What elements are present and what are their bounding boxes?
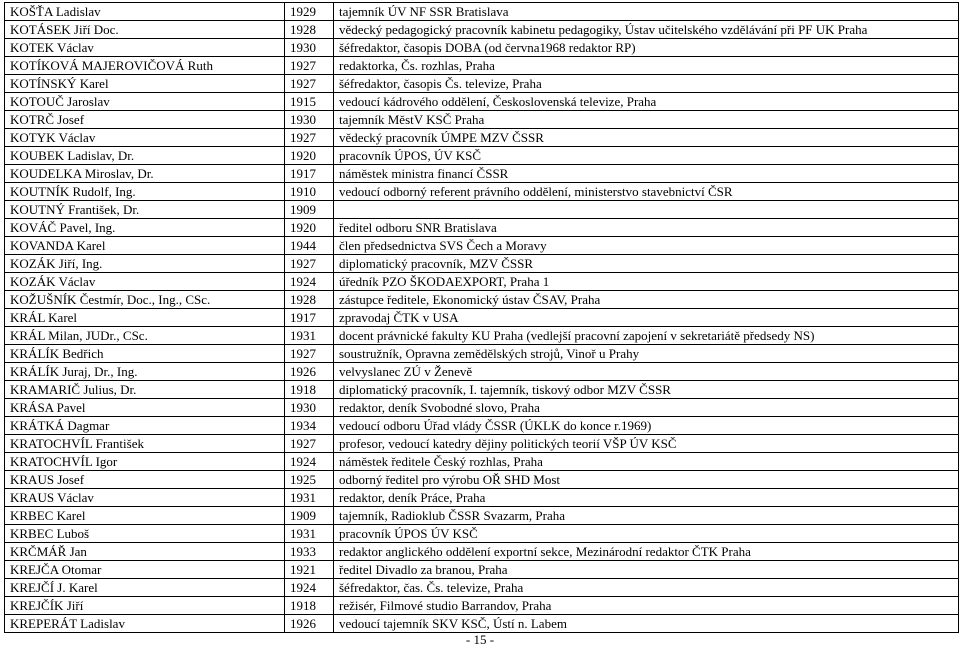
cell-year: 1924 <box>285 579 334 597</box>
cell-desc: docent právnické fakulty KU Praha (vedlejší pracovní zapojení v sekretariátě předsedy NS) <box>334 327 959 345</box>
table-row <box>5 165 959 183</box>
cell-desc: režisér, Filmové studio Barrandov, Praha <box>334 597 959 615</box>
table-row <box>5 327 959 345</box>
table-row <box>5 507 959 525</box>
cell-name: KRBEC Karel <box>5 507 285 525</box>
cell-year: 1921 <box>285 561 334 579</box>
cell-name: KREJČÍ J. Karel <box>5 579 285 597</box>
cell-desc: ředitel odboru SNR Bratislava <box>334 219 959 237</box>
table-row <box>5 381 959 399</box>
cell-year: 1927 <box>285 75 334 93</box>
table-row <box>5 417 959 435</box>
cell-year: 1933 <box>285 543 334 561</box>
cell-desc: diplomatický pracovník, I. tajemník, tiskový odbor MZV ČSSR <box>334 381 959 399</box>
cell-year: 1930 <box>285 111 334 129</box>
table-row <box>5 543 959 561</box>
cell-name: KREPERÁT Ladislav <box>5 615 285 633</box>
cell-name: KOZÁK Václav <box>5 273 285 291</box>
table-row <box>5 291 959 309</box>
cell-desc: odborný ředitel pro výrobu OŘ SHD Most <box>334 471 959 489</box>
cell-name: KRBEC Luboš <box>5 525 285 543</box>
cell-name: KREJČÍK Jiří <box>5 597 285 615</box>
table-row <box>5 273 959 291</box>
cell-year: 1915 <box>285 93 334 111</box>
cell-desc: tajemník MěstV KSČ Praha <box>334 111 959 129</box>
cell-name: KOTÁSEK Jiří Doc. <box>5 21 285 39</box>
table-row <box>5 237 959 255</box>
cell-name: KRČMÁŘ Jan <box>5 543 285 561</box>
cell-name: KOZÁK Jiří, Ing. <box>5 255 285 273</box>
cell-year: 1917 <box>285 165 334 183</box>
cell-year: 1909 <box>285 507 334 525</box>
cell-year: 1930 <box>285 39 334 57</box>
table-row <box>5 129 959 147</box>
cell-name: KRÁLÍK Juraj, Dr., Ing. <box>5 363 285 381</box>
table-row <box>5 309 959 327</box>
cell-desc: profesor, vedoucí katedry dějiny politických teorií VŠP ÚV KSČ <box>334 435 959 453</box>
cell-name: KRAUS Václav <box>5 489 285 507</box>
table-row <box>5 525 959 543</box>
table-row <box>5 489 959 507</box>
table-row <box>5 21 959 39</box>
cell-name: KOTYK Václav <box>5 129 285 147</box>
page-number: - 15 - <box>465 632 495 647</box>
cell-year: 1927 <box>285 57 334 75</box>
cell-desc <box>334 201 959 219</box>
cell-desc: pracovník ÚPOS ÚV KSČ <box>334 525 959 543</box>
cell-desc: tajemník, Radioklub ČSSR Svazarm, Praha <box>334 507 959 525</box>
cell-name: KREJČA Otomar <box>5 561 285 579</box>
cell-desc: náměstek ministra financí ČSSR <box>334 165 959 183</box>
cell-year: 1917 <box>285 309 334 327</box>
cell-name: KOTEK Václav <box>5 39 285 57</box>
cell-desc: náměstek ředitele Český rozhlas, Praha <box>334 453 959 471</box>
cell-desc: redaktor, deník Práce, Praha <box>334 489 959 507</box>
cell-name: KOUTNÝ František, Dr. <box>5 201 285 219</box>
cell-name: KRÁL Karel <box>5 309 285 327</box>
cell-year: 1931 <box>285 489 334 507</box>
cell-year: 1944 <box>285 237 334 255</box>
table-row <box>5 345 959 363</box>
cell-desc: soustružník, Opravna zemědělských strojů, Vinoř u Prahy <box>334 345 959 363</box>
cell-name: KOŠŤA Ladislav <box>5 3 285 21</box>
table-row <box>5 219 959 237</box>
cell-name: KOTÍKOVÁ MAJEROVIČOVÁ Ruth <box>5 57 285 75</box>
cell-name: KRATOCHVÍL Igor <box>5 453 285 471</box>
cell-name: KOTOUČ Jaroslav <box>5 93 285 111</box>
cell-desc: úředník PZO ŠKODAEXPORT, Praha 1 <box>334 273 959 291</box>
cell-desc: redaktorka, Čs. rozhlas, Praha <box>334 57 959 75</box>
cell-year: 1910 <box>285 183 334 201</box>
table-row <box>5 39 959 57</box>
cell-year: 1934 <box>285 417 334 435</box>
table-row <box>5 399 959 417</box>
table-row <box>5 597 959 615</box>
cell-name: KRÁTKÁ Dagmar <box>5 417 285 435</box>
table-row <box>5 201 959 219</box>
table-row <box>5 561 959 579</box>
cell-desc: vědecký pracovník ÚMPE MZV ČSSR <box>334 129 959 147</box>
cell-name: KOŽUŠNÍK Čestmír, Doc., Ing., CSc. <box>5 291 285 309</box>
cell-name: KRÁLÍK Bedřich <box>5 345 285 363</box>
table-row <box>5 75 959 93</box>
personnel-table-body <box>5 3 959 633</box>
cell-desc: šéfredaktor, čas. Čs. televize, Praha <box>334 579 959 597</box>
cell-year: 1931 <box>285 327 334 345</box>
cell-desc: velvyslanec ZÚ v Ženevě <box>334 363 959 381</box>
cell-desc: vědecký pedagogický pracovník kabinetu pedagogiky, Ústav učitelského vzdělávání při PF UK Praha <box>334 21 959 39</box>
cell-year: 1928 <box>285 21 334 39</box>
cell-year: 1927 <box>285 435 334 453</box>
cell-name: KOTRČ Josef <box>5 111 285 129</box>
cell-year: 1926 <box>285 615 334 633</box>
cell-name: KOTÍNSKÝ Karel <box>5 75 285 93</box>
cell-desc: zástupce ředitele, Ekonomický ústav ČSAV, Praha <box>334 291 959 309</box>
cell-desc: člen předsednictva SVS Čech a Moravy <box>334 237 959 255</box>
cell-year: 1927 <box>285 255 334 273</box>
table-row <box>5 579 959 597</box>
cell-year: 1926 <box>285 363 334 381</box>
cell-desc: vedoucí tajemník SKV KSČ, Ústí n. Labem <box>334 615 959 633</box>
cell-year: 1928 <box>285 291 334 309</box>
cell-year: 1925 <box>285 471 334 489</box>
cell-year: 1918 <box>285 381 334 399</box>
cell-name: KRÁSA Pavel <box>5 399 285 417</box>
cell-year: 1918 <box>285 597 334 615</box>
cell-year: 1924 <box>285 273 334 291</box>
table-row <box>5 147 959 165</box>
cell-year: 1920 <box>285 147 334 165</box>
cell-name: KRÁL Milan, JUDr., CSc. <box>5 327 285 345</box>
table-row <box>5 615 959 633</box>
table-row <box>5 453 959 471</box>
cell-name: KRAMARIČ Julius, Dr. <box>5 381 285 399</box>
cell-year: 1929 <box>285 3 334 21</box>
table-row <box>5 3 959 21</box>
table-row <box>5 93 959 111</box>
cell-desc: šéfredaktor, časopis DOBA (od června1968 redaktor RP) <box>334 39 959 57</box>
cell-desc: redaktor anglického oddělení exportní sekce, Mezinárodní redaktor ČTK Praha <box>334 543 959 561</box>
cell-desc: zpravodaj ČTK v USA <box>334 309 959 327</box>
table-row <box>5 183 959 201</box>
cell-desc: vedoucí odboru Úřad vlády ČSSR (ÚKLK do konce r.1969) <box>334 417 959 435</box>
cell-desc: vedoucí odborný referent právního oddělení, ministerstvo stavebnictví ČSR <box>334 183 959 201</box>
table-row <box>5 255 959 273</box>
table-row <box>5 111 959 129</box>
personnel-table <box>4 2 959 633</box>
table-row <box>5 363 959 381</box>
cell-name: KOVÁČ Pavel, Ing. <box>5 219 285 237</box>
cell-year: 1920 <box>285 219 334 237</box>
table-row <box>5 471 959 489</box>
cell-name: KRAUS Josef <box>5 471 285 489</box>
cell-name: KOUDELKA Miroslav, Dr. <box>5 165 285 183</box>
table-row <box>5 435 959 453</box>
cell-name: KOUTNÍK Rudolf, Ing. <box>5 183 285 201</box>
cell-year: 1930 <box>285 399 334 417</box>
cell-year: 1927 <box>285 345 334 363</box>
table-row <box>5 57 959 75</box>
cell-desc: pracovník ÚPOS, ÚV KSČ <box>334 147 959 165</box>
cell-year: 1909 <box>285 201 334 219</box>
cell-desc: ředitel Divadlo za branou, Praha <box>334 561 959 579</box>
cell-desc: tajemník ÚV NF SSR Bratislava <box>334 3 959 21</box>
cell-year: 1927 <box>285 129 334 147</box>
cell-desc: redaktor, deník Svobodné slovo, Praha <box>334 399 959 417</box>
cell-name: KRATOCHVÍL František <box>5 435 285 453</box>
cell-desc: vedoucí kádrového oddělení, Československá televize, Praha <box>334 93 959 111</box>
cell-name: KOVANDA Karel <box>5 237 285 255</box>
cell-name: KOUBEK Ladislav, Dr. <box>5 147 285 165</box>
cell-desc: diplomatický pracovník, MZV ČSSR <box>334 255 959 273</box>
cell-year: 1931 <box>285 525 334 543</box>
cell-year: 1924 <box>285 453 334 471</box>
cell-desc: šéfredaktor, časopis Čs. televize, Praha <box>334 75 959 93</box>
